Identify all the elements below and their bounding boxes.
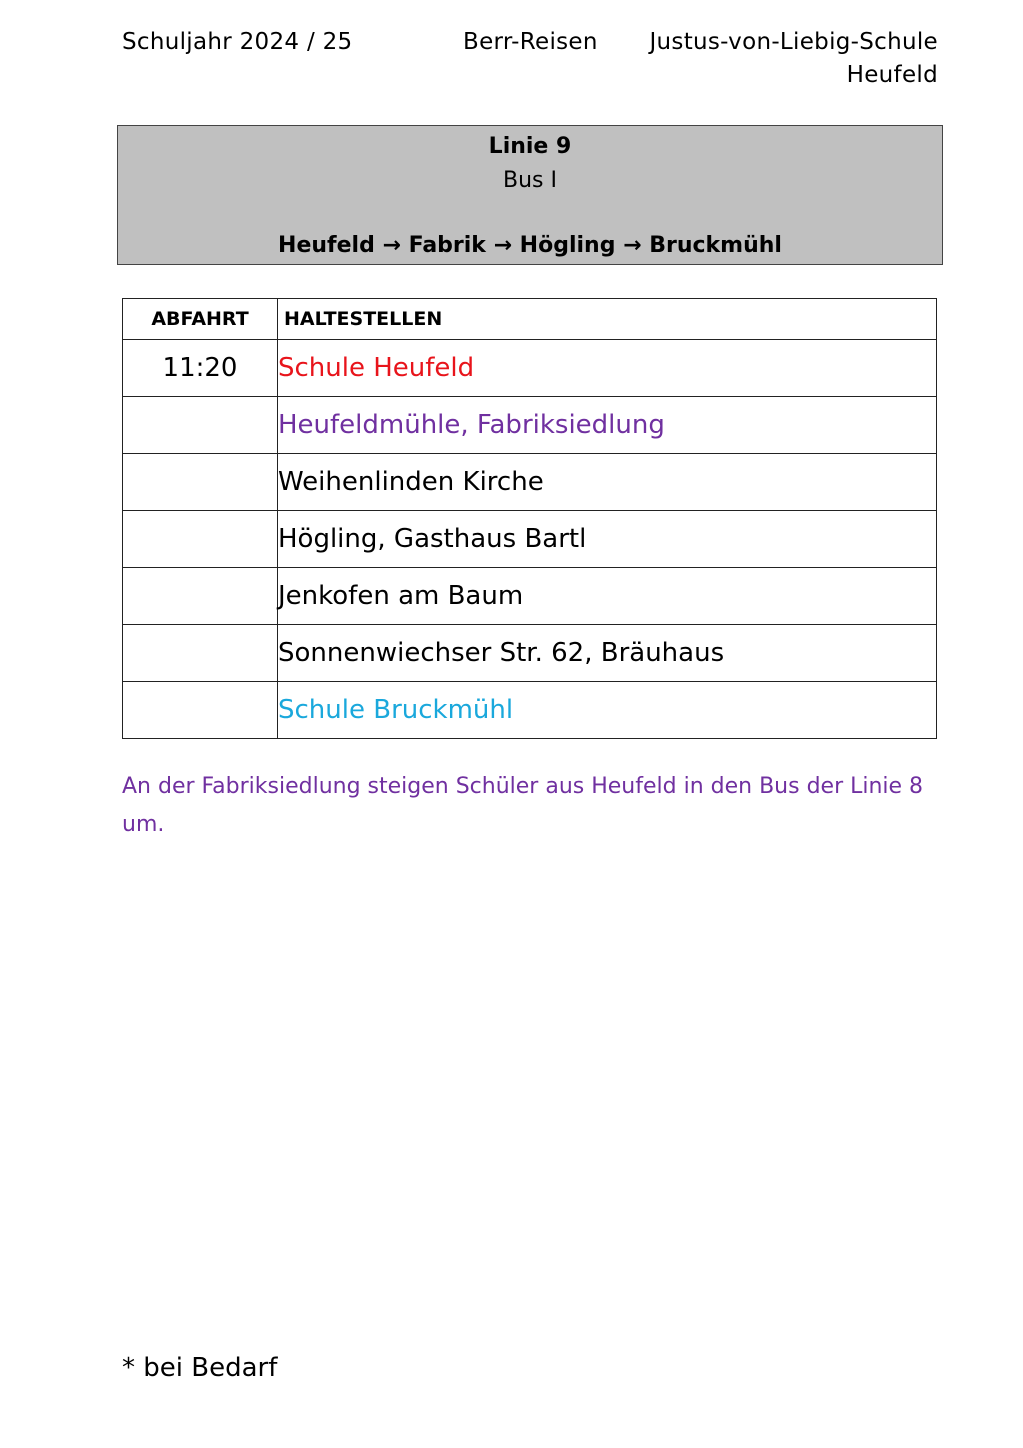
- school-name: [649, 26, 938, 92]
- stop-cell: Schule Bruckmühl: [278, 682, 937, 739]
- departure-cell: [123, 682, 278, 739]
- table-header-row: [123, 299, 937, 340]
- table-row: [123, 340, 937, 397]
- school-name-line2: Heufeld: [846, 62, 938, 88]
- transfer-note: An der Fabriksiedlung steigen Schüler aus Heufeld in den Bus der Linie 8 um.: [122, 774, 924, 837]
- table-row: [123, 511, 937, 568]
- stop-cell: Högling, Gasthaus Bartl: [278, 511, 937, 568]
- route-line-number: Linie 9: [488, 134, 572, 159]
- school-year: Schuljahr 2024 / 25: [122, 29, 353, 55]
- footnote: * bei Bedarf: [122, 1353, 278, 1383]
- bus-company: Berr-Reisen: [463, 29, 598, 55]
- table-row: [123, 625, 937, 682]
- header-stops: HALTESTELLEN: [278, 299, 937, 340]
- table-row: [123, 454, 937, 511]
- stop-cell: Sonnenwiechser Str. 62, Bräuhaus: [278, 625, 937, 682]
- school-name-line1: Justus-von-Liebig-Schule: [649, 29, 938, 55]
- table-row: [123, 397, 937, 454]
- stop-cell: Weihenlinden Kirche: [278, 454, 937, 511]
- route-bus: Bus I: [503, 168, 557, 193]
- stops-table: [122, 298, 937, 739]
- departure-cell: [123, 397, 278, 454]
- route-box: [117, 125, 943, 265]
- departure-cell: [123, 511, 278, 568]
- stop-cell: Heufeldmühle, Fabriksiedlung: [278, 397, 937, 454]
- route-path: Heufeld → Fabrik → Högling → Bruckmühl: [278, 233, 782, 258]
- header-departure: ABFAHRT: [123, 299, 278, 340]
- departure-cell: [123, 625, 278, 682]
- table-row: [123, 682, 937, 739]
- departure-cell: [123, 568, 278, 625]
- table-row: [123, 568, 937, 625]
- stop-cell: Schule Heufeld: [278, 340, 937, 397]
- departure-cell: [123, 454, 278, 511]
- stop-cell: Jenkofen am Baum: [278, 568, 937, 625]
- departure-cell: 11:20: [123, 340, 278, 397]
